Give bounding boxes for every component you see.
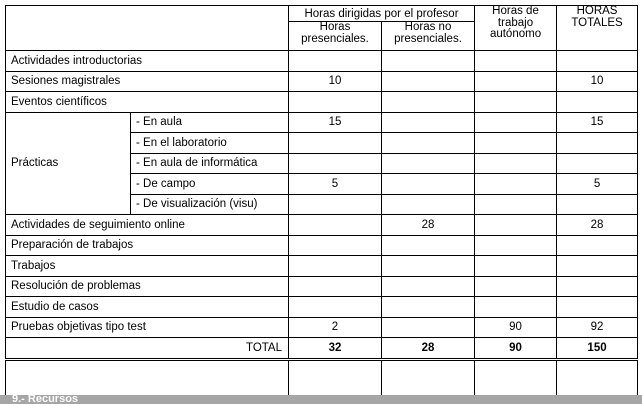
cell-autonomo [475,133,557,154]
row-label: Sesiones magistrales [6,71,289,92]
row-label: - En el laboratorio [131,133,289,154]
hours-table [5,5,638,396]
blank-cell [6,359,289,395]
cell-autonomo [475,194,557,215]
cell-autonomo [475,92,557,113]
row-label: Actividades introductorias [6,51,289,72]
total-autonomo: 90 [475,338,557,360]
row-label: Eventos científicos [6,92,289,113]
total-presenciales: 32 [289,338,382,360]
cell-total [557,235,638,256]
total-label: TOTAL [6,338,289,360]
cell-total [557,133,638,154]
row-label: Pruebas objetivas tipo test [6,317,289,338]
blank-cell [475,359,557,395]
row-label: - De campo [131,174,289,195]
cell-autonomo: 90 [475,317,557,338]
row-label: - En aula de informática [131,153,289,174]
row-label: Actividades de seguimiento online [6,215,289,236]
cell-no-presenciales [382,153,475,174]
cell-total [557,51,638,72]
cell-presenciales [289,276,382,297]
cell-autonomo [475,112,557,133]
practicas-label: Prácticas [6,112,131,215]
total-row [6,338,638,360]
total-no-presenciales: 28 [382,338,475,360]
cell-presenciales [289,194,382,215]
table-row [6,256,638,277]
header-group-label: Horas dirigidas por el profesor [289,6,475,22]
cell-no-presenciales [382,194,475,215]
cell-total: 92 [557,317,638,338]
cell-total [557,256,638,277]
row-label: Trabajos [6,256,289,277]
blank-cell [289,359,382,395]
cell-no-presenciales [382,297,475,318]
cell-total [557,276,638,297]
cell-autonomo [475,215,557,236]
cell-total: 10 [557,71,638,92]
total-total: 150 [557,338,638,360]
header-no-presenciales: Horas no presenciales. [382,22,475,51]
row-label: Preparación de trabajos [6,235,289,256]
table-row [6,235,638,256]
cell-presenciales [289,92,382,113]
cell-total: 28 [557,215,638,236]
table-row [6,317,638,338]
cell-autonomo [475,235,557,256]
table-row [6,215,638,236]
cell-autonomo [475,71,557,92]
cell-total [557,153,638,174]
cell-presenciales [289,297,382,318]
cell-presenciales: 2 [289,317,382,338]
cell-no-presenciales [382,235,475,256]
section-header-bar [0,395,642,404]
cell-no-presenciales [382,256,475,277]
cell-presenciales [289,256,382,277]
cell-total [557,92,638,113]
table-row [6,71,638,92]
header-row-1 [6,6,638,22]
blank-cell [557,359,638,395]
cell-presenciales: 10 [289,71,382,92]
cell-total: 15 [557,112,638,133]
table-row [6,276,638,297]
cell-no-presenciales [382,71,475,92]
cell-presenciales [289,235,382,256]
cell-presenciales [289,215,382,236]
row-label: Resolución de problemas [6,276,289,297]
blank-cell [382,359,475,395]
cell-no-presenciales [382,133,475,154]
cell-autonomo [475,174,557,195]
cell-no-presenciales [382,112,475,133]
cell-autonomo [475,51,557,72]
cell-total [557,194,638,215]
cell-total: 5 [557,174,638,195]
header-totales: HORAS TOTALES [557,6,638,51]
cell-presenciales: 5 [289,174,382,195]
cell-presenciales [289,153,382,174]
cell-presenciales: 15 [289,112,382,133]
header-autonomo: Horas de trabajo autónomo [475,6,557,51]
cell-autonomo [475,297,557,318]
table-row [6,297,638,318]
header-blank-cell [6,6,289,51]
cell-no-presenciales: 28 [382,215,475,236]
cell-total [557,297,638,318]
cell-no-presenciales [382,276,475,297]
cell-autonomo [475,276,557,297]
cell-no-presenciales [382,51,475,72]
section-title: 9.- Recursos [12,395,79,404]
table-row [6,92,638,113]
cell-presenciales [289,51,382,72]
blank-row [6,359,638,395]
row-label: - En aula [131,112,289,133]
cell-autonomo [475,153,557,174]
cell-no-presenciales [382,174,475,195]
table-row [6,51,638,72]
cell-autonomo [475,256,557,277]
cell-no-presenciales [382,317,475,338]
cell-presenciales [289,133,382,154]
cell-no-presenciales [382,92,475,113]
row-label: - De visualización (visu) [131,194,289,215]
table-row [6,112,638,133]
row-label: Estudio de casos [6,297,289,318]
header-presenciales: Horas presenciales. [289,22,382,51]
